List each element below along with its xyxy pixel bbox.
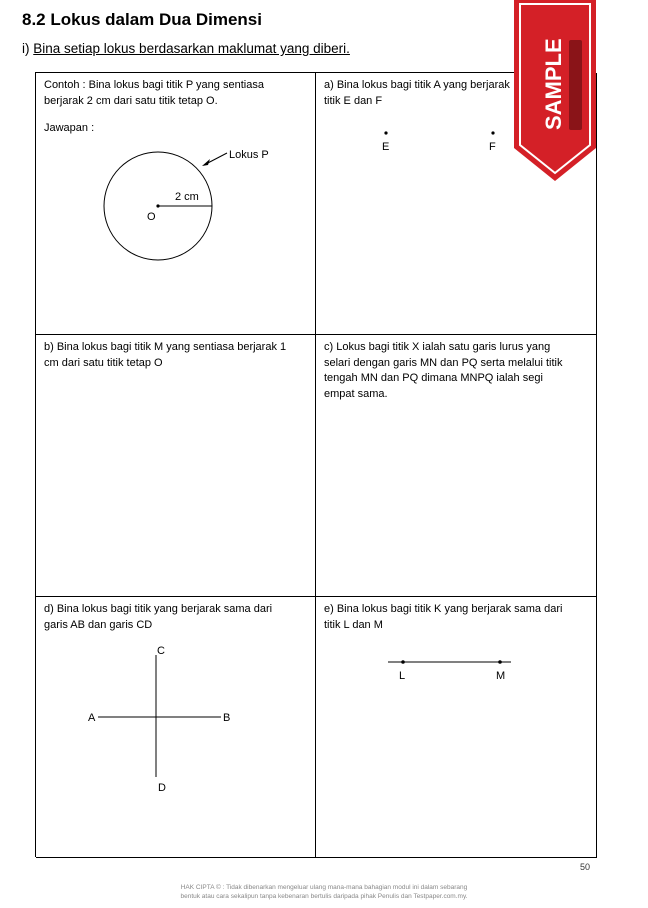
copyright-footer [0, 883, 648, 901]
badge-text: SAMPLE [541, 38, 566, 130]
example-figure [36, 73, 316, 335]
point-l [401, 660, 405, 664]
locus-pointer-arrowhead [202, 159, 210, 166]
badge-strip [569, 40, 582, 130]
cell-example [36, 73, 316, 335]
b-line-2: cm dari satu titik tetap O [44, 356, 163, 369]
center-label: O [147, 211, 156, 223]
b-line-1: b) Bina lokus bagi titik M yang sentiasa berjarak 1 [44, 341, 287, 353]
instruction-text: Bina setiap lokus berdasarkan maklumat yang diberi. [33, 41, 350, 56]
label-m: M [496, 670, 506, 682]
label-l: L [399, 670, 406, 682]
label-c: C [157, 645, 165, 657]
c-line-3: tengah MN dan PQ dimana MNPQ ialah segi [324, 372, 543, 384]
label-a: A [88, 712, 96, 724]
point-f [491, 131, 494, 134]
point-e-label: E [382, 141, 390, 153]
d-line-1: d) Bina lokus bagi titik yang berjarak sama dari [44, 603, 273, 615]
a-line-1: a) Bina lokus bagi titik A yang berjarak [324, 79, 510, 91]
answer-label: Jawapan : [44, 122, 95, 134]
footer-line-1: HAK CIPTA © : Tidak dibenarkan mengeluar ulang mana-mana bahagian modul ini dalam sebarang [180, 884, 468, 891]
footer-line-2: bentuk atau cara sekalipun tanpa kebenaran bertulis daripada pihak Penulis dan Testpaper.com.my. [180, 893, 468, 900]
c-line-1: c) Lokus bagi titik X ialah satu garis lurus yang [324, 341, 551, 353]
example-line-1: Contoh : Bina lokus bagi titik P yang sentiasa [44, 79, 264, 91]
page-number: 50 [580, 862, 591, 872]
locus-label: Lokus P [229, 149, 269, 161]
sample-badge [514, 0, 598, 184]
label-d: D [158, 782, 166, 794]
e-figure [316, 597, 597, 858]
page-title: 8.2 Lokus dalam Dua Dimensi [22, 10, 262, 29]
radius-label: 2 cm [175, 191, 199, 203]
label-b: B [223, 712, 231, 724]
point-m [498, 660, 502, 664]
c-line-4: empat sama. [324, 387, 388, 400]
instruction [22, 41, 350, 56]
c-line-2: selari dengan garis MN dan PQ serta melalui titik [324, 356, 563, 369]
point-f-label: F [489, 141, 496, 153]
cell-b [36, 335, 316, 597]
point-e [384, 131, 387, 134]
instruction-prefix: i) [22, 41, 34, 56]
e-line-1: e) Bina lokus bagi titik K yang berjarak sama dari [324, 603, 563, 615]
center-point [156, 204, 159, 207]
cell-e [316, 597, 597, 858]
cell-c [316, 335, 597, 597]
example-line-2: berjarak 2 cm dari satu titik tetap O. [44, 94, 218, 107]
exercise-grid [35, 72, 596, 857]
e-line-2: titik L dan M [324, 618, 383, 631]
d-line-2: garis AB dan garis CD [44, 618, 153, 631]
a-line-2: titik E dan F [324, 94, 383, 107]
cell-d [36, 597, 316, 858]
d-figure [36, 597, 316, 858]
